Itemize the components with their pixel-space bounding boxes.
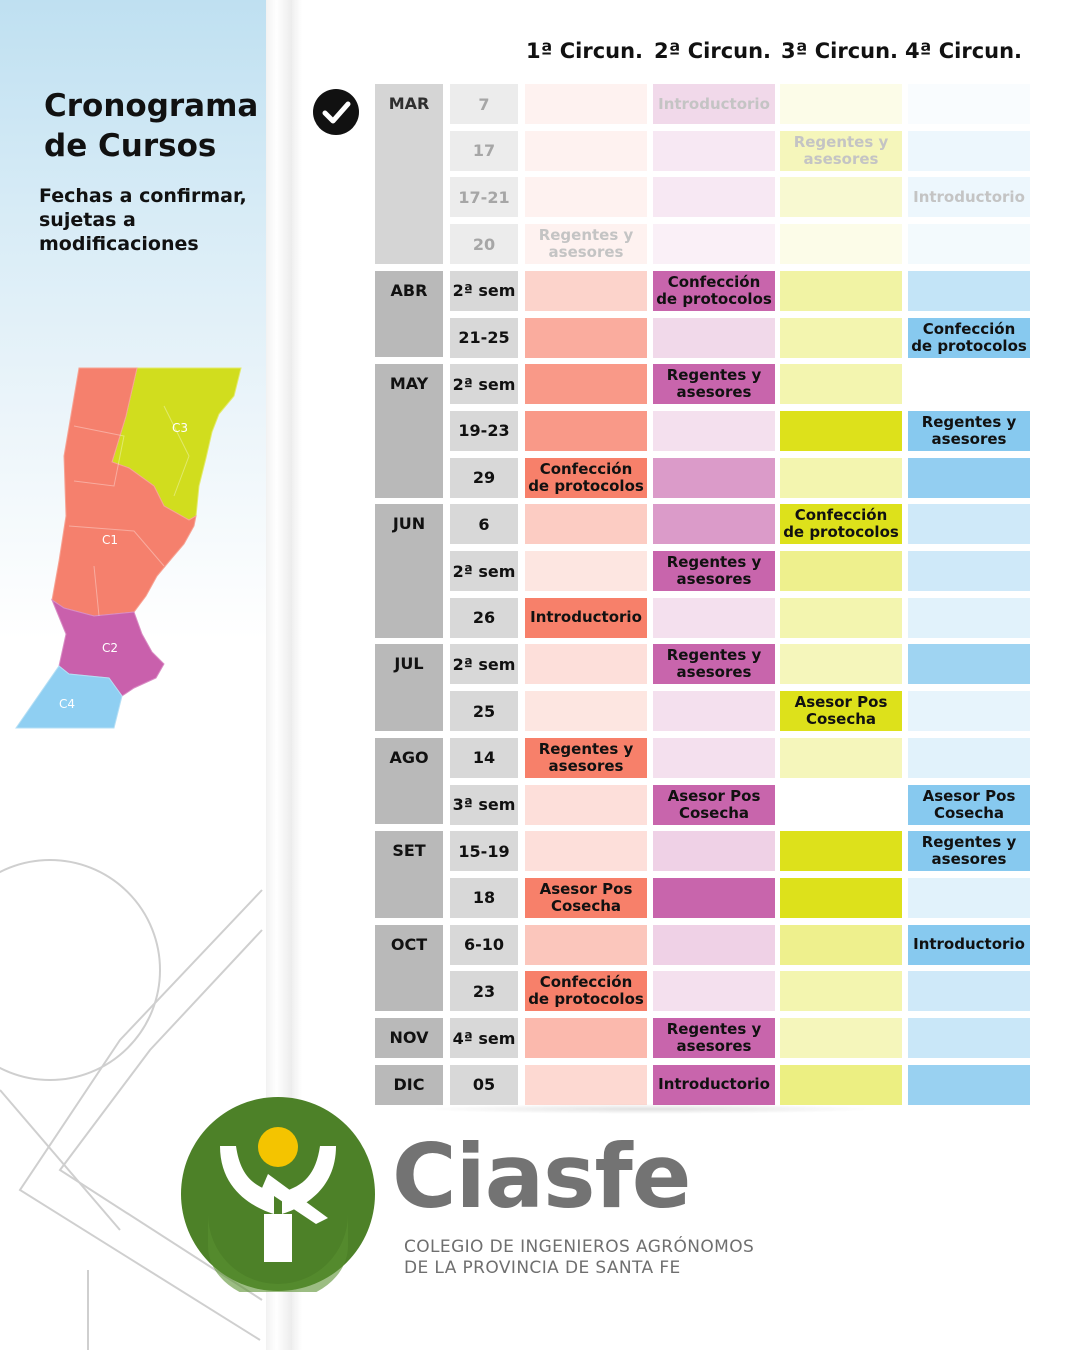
column-header-c2: 2ª Circun. [653, 39, 772, 63]
empty-cell [525, 691, 647, 731]
course-cell: Regentes y asesores [653, 551, 775, 591]
empty-cell [653, 224, 775, 264]
empty-cell [653, 971, 775, 1011]
empty-cell [780, 598, 902, 638]
empty-cell [653, 131, 775, 171]
date-cell: 05 [450, 1065, 518, 1105]
empty-cell [908, 551, 1030, 591]
map-label-c4: C4 [59, 697, 76, 711]
empty-cell [908, 84, 1030, 124]
empty-cell [653, 878, 775, 918]
map-label-c3: C3 [172, 421, 189, 435]
empty-cell [525, 131, 647, 171]
date-cell: 17-21 [450, 177, 518, 217]
course-cell: Introductorio [653, 84, 775, 124]
table-shadow [420, 1104, 880, 1114]
date-cell: 14 [450, 738, 518, 778]
month-label-jun: JUN [375, 504, 443, 637]
empty-cell [653, 598, 775, 638]
empty-cell [525, 785, 647, 825]
brand-tagline-line-1: COLEGIO DE INGENIEROS AGRÓNOMOS [404, 1237, 755, 1257]
course-cell: Regentes y asesores [653, 364, 775, 404]
empty-cell [908, 691, 1030, 731]
course-cell: Confección de protocolos [653, 271, 775, 311]
empty-cell [780, 271, 902, 311]
date-cell: 2ª sem [450, 644, 518, 684]
month-label-oct: OCT [375, 925, 443, 1012]
course-cell: Asesor Pos Cosecha [908, 785, 1030, 825]
course-cell: Confección de protocolos [908, 318, 1030, 358]
empty-cell [780, 831, 902, 871]
empty-cell [908, 971, 1030, 1011]
date-cell: 2ª sem [450, 364, 518, 404]
empty-cell [653, 177, 775, 217]
month-label-ago: AGO [375, 738, 443, 825]
empty-cell [780, 364, 902, 404]
empty-cell [653, 738, 775, 778]
check-circle-icon [312, 88, 360, 136]
month-label-nov: NOV [375, 1018, 443, 1058]
empty-cell [908, 224, 1030, 264]
course-cell: Regentes y asesores [653, 644, 775, 684]
empty-cell [780, 1065, 902, 1105]
date-cell: 15-19 [450, 831, 518, 871]
empty-cell [525, 1065, 647, 1105]
month-label-may: MAY [375, 364, 443, 497]
date-cell: 4ª sem [450, 1018, 518, 1058]
month-label-set: SET [375, 831, 443, 918]
date-cell: 3ª sem [450, 785, 518, 825]
page-subtitle: Fechas a confirmar, sujetas a modificaciones [39, 185, 247, 255]
empty-cell [653, 691, 775, 731]
date-cell: 20 [450, 224, 518, 264]
empty-cell [908, 644, 1030, 684]
map-label-c2: C2 [102, 641, 119, 655]
course-cell: Confección de protocolos [780, 504, 902, 544]
month-label-abr: ABR [375, 271, 443, 358]
course-cell: Regentes y asesores [653, 1018, 775, 1058]
date-cell: 17 [450, 131, 518, 171]
course-cell: Introductorio [908, 925, 1030, 965]
empty-cell [653, 504, 775, 544]
empty-cell [780, 224, 902, 264]
empty-cell [908, 364, 1030, 404]
empty-cell [525, 84, 647, 124]
course-cell: Asesor Pos Cosecha [780, 691, 902, 731]
empty-cell [908, 1018, 1030, 1058]
course-cell: Asesor Pos Cosecha [525, 878, 647, 918]
empty-cell [780, 925, 902, 965]
page-title: Cronograma de Cursos [44, 88, 259, 164]
course-cell: Asesor Pos Cosecha [653, 785, 775, 825]
empty-cell [780, 411, 902, 451]
course-cell: Confección de protocolos [525, 971, 647, 1011]
date-cell: 6 [450, 504, 518, 544]
empty-cell [908, 271, 1030, 311]
date-cell: 7 [450, 84, 518, 124]
date-cell: 25 [450, 691, 518, 731]
course-cell: Regentes y asesores [908, 411, 1030, 451]
empty-cell [525, 177, 647, 217]
course-cell: Introductorio [525, 598, 647, 638]
empty-cell [780, 878, 902, 918]
date-cell: 29 [450, 458, 518, 498]
column-header-c1: 1ª Circun. [525, 39, 644, 63]
empty-cell [908, 458, 1030, 498]
empty-cell [653, 411, 775, 451]
empty-cell [653, 318, 775, 358]
course-cell: Regentes y asesores [525, 224, 647, 264]
month-label-jul: JUL [375, 644, 443, 731]
map-label-c1: C1 [102, 533, 119, 547]
brand-tagline-line-2: DE LA PROVINCIA DE SANTA FE [404, 1258, 681, 1278]
empty-cell [525, 831, 647, 871]
month-label-dic: DIC [375, 1065, 443, 1105]
brand-name: Ciasfe [392, 1125, 691, 1228]
empty-cell [780, 177, 902, 217]
course-cell: Introductorio [653, 1065, 775, 1105]
empty-cell [653, 831, 775, 871]
empty-cell [908, 1065, 1030, 1105]
empty-cell [908, 131, 1030, 171]
empty-cell [780, 84, 902, 124]
empty-cell [780, 318, 902, 358]
empty-cell [525, 318, 647, 358]
course-cell: Regentes y asesores [525, 738, 647, 778]
empty-cell [653, 925, 775, 965]
empty-cell [780, 551, 902, 591]
empty-cell [525, 644, 647, 684]
empty-cell [525, 504, 647, 544]
empty-cell [780, 644, 902, 684]
ciasfe-logo-icon [180, 1096, 376, 1292]
date-cell: 2ª sem [450, 551, 518, 591]
date-cell: 6-10 [450, 925, 518, 965]
empty-cell [653, 458, 775, 498]
course-cell: Regentes y asesores [780, 131, 902, 171]
date-cell: 18 [450, 878, 518, 918]
date-cell: 19-23 [450, 411, 518, 451]
empty-cell [780, 1018, 902, 1058]
empty-cell [525, 271, 647, 311]
empty-cell [525, 551, 647, 591]
empty-cell [908, 598, 1030, 638]
empty-cell [908, 504, 1030, 544]
date-cell: 23 [450, 971, 518, 1011]
empty-cell [525, 364, 647, 404]
empty-cell [525, 1018, 647, 1058]
course-cell: Confección de protocolos [525, 458, 647, 498]
month-label-mar: MAR [375, 84, 443, 264]
date-cell: 26 [450, 598, 518, 638]
date-cell: 21-25 [450, 318, 518, 358]
empty-cell [525, 925, 647, 965]
santa-fe-map [14, 366, 244, 732]
course-cell: Regentes y asesores [908, 831, 1030, 871]
brand-tagline [404, 1237, 824, 1279]
empty-cell [908, 738, 1030, 778]
course-cell: Introductorio [908, 177, 1030, 217]
empty-cell [780, 785, 902, 825]
column-header-c4: 4ª Circun. [904, 39, 1023, 63]
column-header-c3: 3ª Circun. [780, 39, 899, 63]
empty-cell [780, 458, 902, 498]
empty-cell [525, 411, 647, 451]
date-cell: 2ª sem [450, 271, 518, 311]
empty-cell [908, 878, 1030, 918]
empty-cell [780, 971, 902, 1011]
empty-cell [780, 738, 902, 778]
